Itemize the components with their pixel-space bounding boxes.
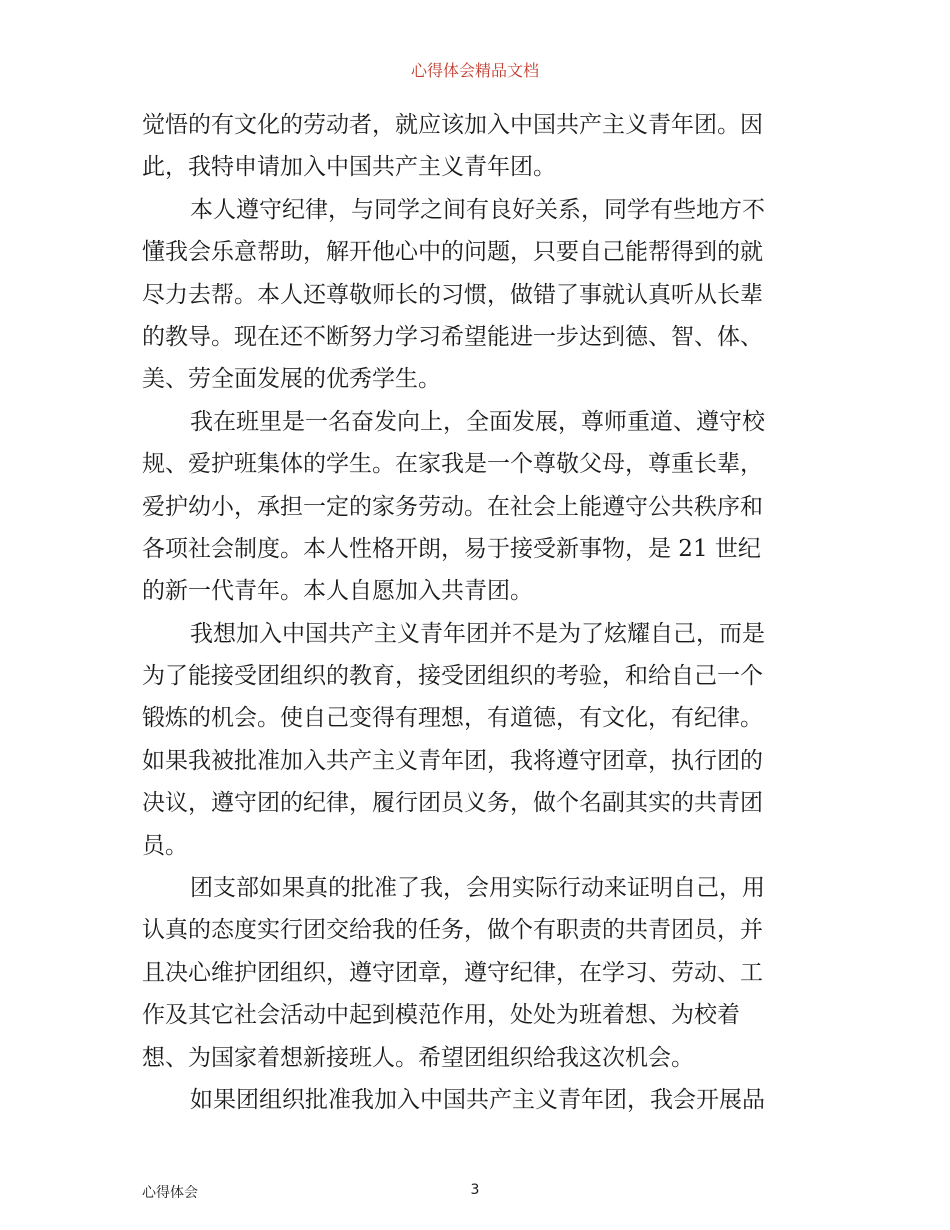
text-line: 作及其它社会活动中起到模范作用，处处为班着想、为校着 xyxy=(142,1002,740,1029)
text-line: 且决心维护团组织，遵守团章，遵守纪律，在学习、劳动、工 xyxy=(142,959,763,986)
text-line: 此，我特申请加入中国共产主义青年团。 xyxy=(142,154,556,181)
text-line: 美、劳全面发展的优秀学生。 xyxy=(142,366,441,393)
text-line: 员。 xyxy=(142,832,188,859)
text-line: 规、爱护班集体的学生。在家我是一个尊敬父母，尊重长辈， xyxy=(142,451,763,478)
footer-label: 心得体会 xyxy=(142,1185,198,1201)
text-line: 团支部如果真的批准了我，会用实际行动来证明自己，用 xyxy=(190,875,765,902)
text-line: 各项社会制度。本人性格开朗，易于接受新事物，是 21 世纪 xyxy=(142,535,761,562)
text-line: 我想加入中国共产主义青年团并不是为了炫耀自己，而是 xyxy=(190,620,765,647)
text-line: 认真的态度实行团交给我的任务，做个有职责的共青团员，并 xyxy=(142,917,763,944)
text-line: 觉悟的有文化的劳动者，就应该加入中国共产主义青年团。因 xyxy=(142,112,763,138)
text-line: 本人遵守纪律，与同学之间有良好关系，同学有些地方不 xyxy=(190,196,765,223)
text-line: 锻炼的机会。使自己变得有理想，有道德，有文化，有纪律。 xyxy=(142,705,763,732)
text-line: 的新一代青年。本人自愿加入共青团。 xyxy=(142,578,533,605)
text-line: 懂我会乐意帮助，解开他心中的问题，只要自己能帮得到的就 xyxy=(142,239,763,266)
text-line: 的教导。现在还不断努力学习希望能进一步达到德、智、体、 xyxy=(142,323,763,350)
text-line: 想、为国家着想新接班人。希望团组织给我这次机会。 xyxy=(142,1044,694,1071)
text-line: 决议，遵守团的纪律，履行团员义务，做个名副其实的共青团 xyxy=(142,790,763,817)
text-line: 如果团组织批准我加入中国共产主义青年团，我会开展品 xyxy=(190,1086,765,1113)
text-line: 如果我被批准加入共产主义青年团，我将遵守团章，执行团的 xyxy=(142,747,763,774)
page-header-title: 心得体会精品文档 xyxy=(410,61,539,80)
text-line: 爱护幼小，承担一定的家务劳动。在社会上能遵守公共秩序和 xyxy=(142,493,763,520)
text-line: 为了能接受团组织的教育，接受团组织的考验，和给自己一个 xyxy=(142,663,763,690)
page-number: 3 xyxy=(470,1182,480,1198)
document-body xyxy=(142,104,814,1121)
text-line: 我在班里是一名奋发向上，全面发展，尊师重道、遵守校 xyxy=(190,408,765,435)
text-line: 尽力去帮。本人还尊敬师长的习惯，做错了事就认真听从长辈 xyxy=(142,281,763,308)
